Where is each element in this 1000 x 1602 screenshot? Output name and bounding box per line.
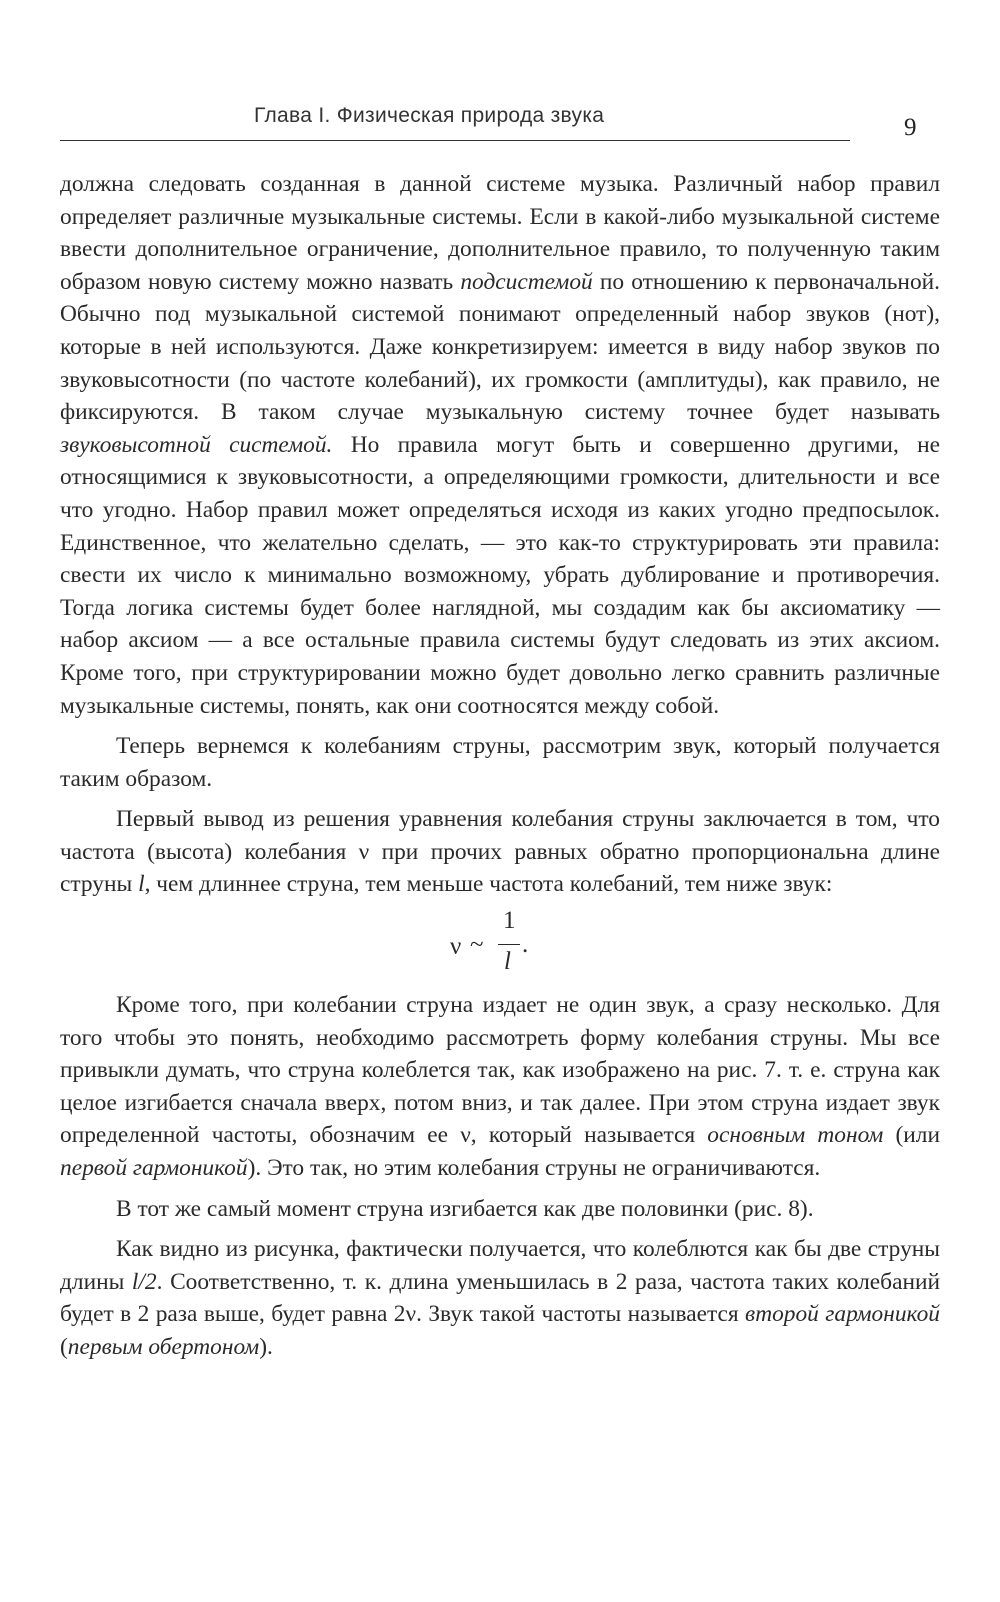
fraction-bar bbox=[498, 944, 520, 945]
frequency-formula bbox=[450, 905, 570, 985]
formula-denominator: l bbox=[504, 948, 511, 976]
variable-l: l bbox=[138, 871, 145, 898]
term-second-harmonic: второй гармоникой bbox=[745, 1301, 940, 1328]
formula-block bbox=[60, 901, 940, 989]
variable-l-half: l/2 bbox=[131, 1268, 157, 1295]
text-run: . Соответственно, т. к. длина уменьшилась в 2 раза, частота таких колебаний будет в 2 раза выше, будет равна 2ν. Звук такой частоты называется bbox=[60, 1268, 941, 1328]
paragraph-two-halves: В тот же самый момент струна изгибается как две половинки (рис. 8). bbox=[116, 1195, 814, 1222]
text-run: Как видно из рисунка, фактически получается, что колеблются как бы две струны длины bbox=[60, 1236, 940, 1295]
text-run: ). Это так, но этим колебания струны не ограничиваются. bbox=[247, 1155, 821, 1182]
text-run: должна следовать созданная в данной системе музыка. Различный набор правил определяет различные музыкальные системы. Если в какой-либо музыкальной системе ввести дополнительное ограничение, дополнительное правило, то полученную таким образом новую систему можно назвать bbox=[60, 171, 940, 295]
text-run: по отношению к первоначальной. Обычно под музыкальной системой понимают определенный набор звуков (нот), которые в ней используются. Даже конкретизируем: имеется в виду набор звуков по звуковысотности (по частоте колебаний), их громкости (амплитуды), как правило, не фиксируются. В таком случае музыкальную систему точнее будет называть bbox=[60, 268, 941, 426]
main-text bbox=[60, 168, 940, 1364]
formula-period: . bbox=[522, 931, 529, 959]
term-first-harmonic: первой гармоникой bbox=[60, 1155, 248, 1182]
text-run: ). bbox=[259, 1334, 273, 1360]
text-run: , чем длиннее струна, тем меньше частота колебаний, тем ниже звук: bbox=[144, 871, 833, 898]
text-run: Первый вывод из решения уравнения колебания струны заключается в том, что частота (высота) колебания ν при прочих равных обратно пропорциональна длине струны bbox=[60, 806, 940, 898]
text-run: ( bbox=[60, 1334, 68, 1360]
term-first-overtone: первым обертоном bbox=[67, 1334, 260, 1360]
text-run: (или bbox=[883, 1122, 940, 1149]
paragraph-string-vibrations: Теперь вернемся к колебаниям струны, рассмотрим звук, который получается таким образом. bbox=[60, 733, 940, 792]
text-run: Кроме того, при колебании струна издает не один звук, а сразу несколько. Для того чтобы это понять, необходимо рассмотреть форму колебания струны. Мы все привыкли думать, что струна колеблется так, как изображено на рис. 7. т. е. струна как целое изгибается сначала вверх, потом вниз, и так далее. При этом струна издает звук определенной частоты, обозначим ее ν, который называется bbox=[60, 992, 940, 1149]
running-header bbox=[60, 104, 850, 141]
term-subsystem: подсистемой bbox=[460, 268, 593, 295]
term-fundamental-tone: основным тоном bbox=[707, 1122, 884, 1149]
formula-proportional-sign: ~ bbox=[470, 931, 484, 959]
term-pitch-system: звуковысотной системой. bbox=[60, 431, 333, 458]
text-run: Но правила могут быть и совершенно другими, не относящимися к звуковысотности, а определяющими громкости, длительности и все что угодно. Набор правил может определяться исходя из каких угодно предпосылок. Единственное, что желательно сделать, — это как-то структурировать эти правила: свести их число к минимально возможному, убрать дублирование и противоречия. Тогда логика системы будет более наглядной, мы создадим как бы аксиоматику — набор аксиом — а все остальные правила системы будут следовать из этих аксиом. Кроме того, при структурировании можно будет довольно легко сравнить различные музыкальные системы, понять, как они соотносятся между собой. bbox=[60, 431, 940, 719]
formula-numerator: 1 bbox=[503, 907, 516, 935]
paragraph-second-harmonic bbox=[60, 1233, 940, 1363]
formula-nu: ν bbox=[450, 933, 462, 961]
paragraph-music-systems bbox=[60, 168, 940, 722]
paragraph-first-conclusion bbox=[60, 803, 940, 901]
chapter-title: Глава I. Физическая природа звука bbox=[254, 104, 605, 127]
paragraph-harmonics bbox=[60, 989, 940, 1185]
page-number: 9 bbox=[904, 114, 917, 141]
